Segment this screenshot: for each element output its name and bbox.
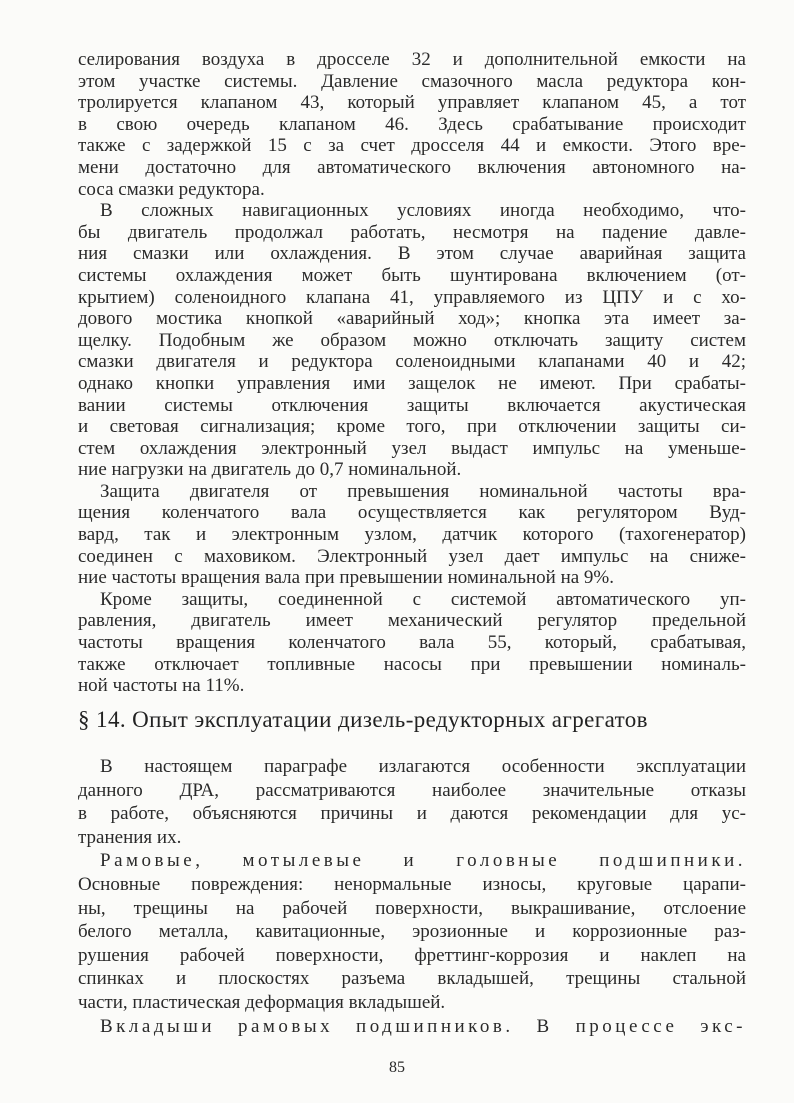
text-line: рушения рабочей поверхности, фреттинг-коррозия и наклеп на — [78, 944, 746, 966]
text-line: и световая сигнализация; кроме того, при отключении защиты си- — [78, 416, 746, 438]
text-line: частоты вращения коленчатого вала 55, который, срабатывая, — [78, 632, 746, 654]
text-line: соединен с маховиком. Электронный узел дает импульс на сниже- — [78, 545, 746, 567]
text-line: Рамовые, мотылевые и головные подшипники. — [100, 850, 746, 872]
text-line: равления, двигатель имеет механический регулятор предельной — [78, 610, 746, 632]
text-line: щения коленчатого вала осуществляется как регулятором Вуд- — [78, 502, 746, 524]
text-line: в работе, объясняются причины и даются рекомендации для ус- — [78, 803, 746, 825]
text-line: транения их. — [78, 826, 182, 848]
text-line: вард, так и электронным узлом, датчик которого (тахогенератор) — [78, 524, 746, 546]
text-line: вании системы отключения защиты включается акустическая — [78, 394, 746, 416]
text-line: крытием) соленоидного клапана 41, управляемого из ЦПУ и с хо- — [78, 286, 746, 308]
text-line: Вкладыши рамовых подшипников. В процессе экс- — [100, 1015, 746, 1037]
text-line: в свою очередь клапаном 46. Здесь срабатывание происходит — [78, 113, 746, 135]
text-line: данного ДРА, рассматриваются наиболее значительные отказы — [78, 779, 746, 801]
text-line: ной частоты на 11%. — [78, 675, 245, 697]
text-line: смазки двигателя и редуктора соленоидными клапанами 40 и 42; — [78, 351, 746, 373]
text-line: Основные повреждения: ненормальные износы, круговые царапи- — [78, 873, 746, 895]
text-line: щелку. Подобным же образом можно отключать защиту систем — [78, 329, 746, 351]
text-line: В настоящем параграфе излагаются особенности эксплуатации — [100, 756, 746, 777]
text-line: бы двигатель продолжал работать, несмотря на падение давле- — [78, 221, 746, 243]
text-line: мени достаточно для автоматического включения автономного на- — [78, 156, 746, 178]
text-line: однако кнопки управления ими защелок не имеют. При срабаты- — [78, 372, 746, 394]
page-number: 85 — [389, 1059, 405, 1076]
text-line: ния смазки или охлаждения. В этом случае аварийная защита — [78, 243, 746, 265]
text-line: ны, трещины на рабочей поверхности, выкрашивание, отслоение — [78, 897, 746, 919]
text-line: дового мостика кнопкой «аварийный ход»; кнопка эта имеет за- — [78, 308, 746, 330]
body-text-top — [78, 49, 746, 697]
text-line: этом участке системы. Давление смазочного масла редуктора кон- — [78, 70, 746, 92]
text-line: также с задержкой 15 с за счет дросселя 44 и емкости. Этого вре- — [78, 135, 746, 157]
text-line: соса смазки редуктора. — [78, 178, 265, 200]
text-line: ние нагрузки на двигатель до 0,7 номинальной. — [78, 459, 462, 481]
text-line: части, пластическая деформация вкладышей. — [78, 991, 446, 1013]
section-heading: § 14. Опыт эксплуатации дизель-редукторных агрегатов — [78, 707, 648, 732]
text-line: селирования воздуха в дросселе 32 и дополнительной емкости на — [78, 49, 746, 70]
text-line: Защита двигателя от превышения номинальной частоты вра- — [100, 480, 746, 502]
text-line: тролируется клапаном 43, который управляет клапаном 45, а тот — [78, 92, 746, 114]
text-line: системы охлаждения может быть шунтирована включением (от- — [78, 264, 746, 286]
text-line: спинках и плоскостях разъема вкладышей, трещины стальной — [78, 968, 746, 990]
text-line: белого металла, кавитационные, эрозионные и коррозионные раз- — [78, 921, 746, 943]
body-text-bottom — [78, 755, 746, 1038]
text-line: также отключает топливные насосы при превышении номиналь- — [78, 653, 746, 675]
text-line: В сложных навигационных условиях иногда необходимо, что- — [100, 200, 746, 222]
text-line: стем охлаждения электронный узел выдаст импульс на уменьше- — [78, 437, 746, 459]
text-line: Кроме защиты, соединенной с системой автоматического уп- — [100, 588, 746, 610]
text-line: ние частоты вращения вала при превышении номинальной на 9%. — [78, 567, 615, 589]
